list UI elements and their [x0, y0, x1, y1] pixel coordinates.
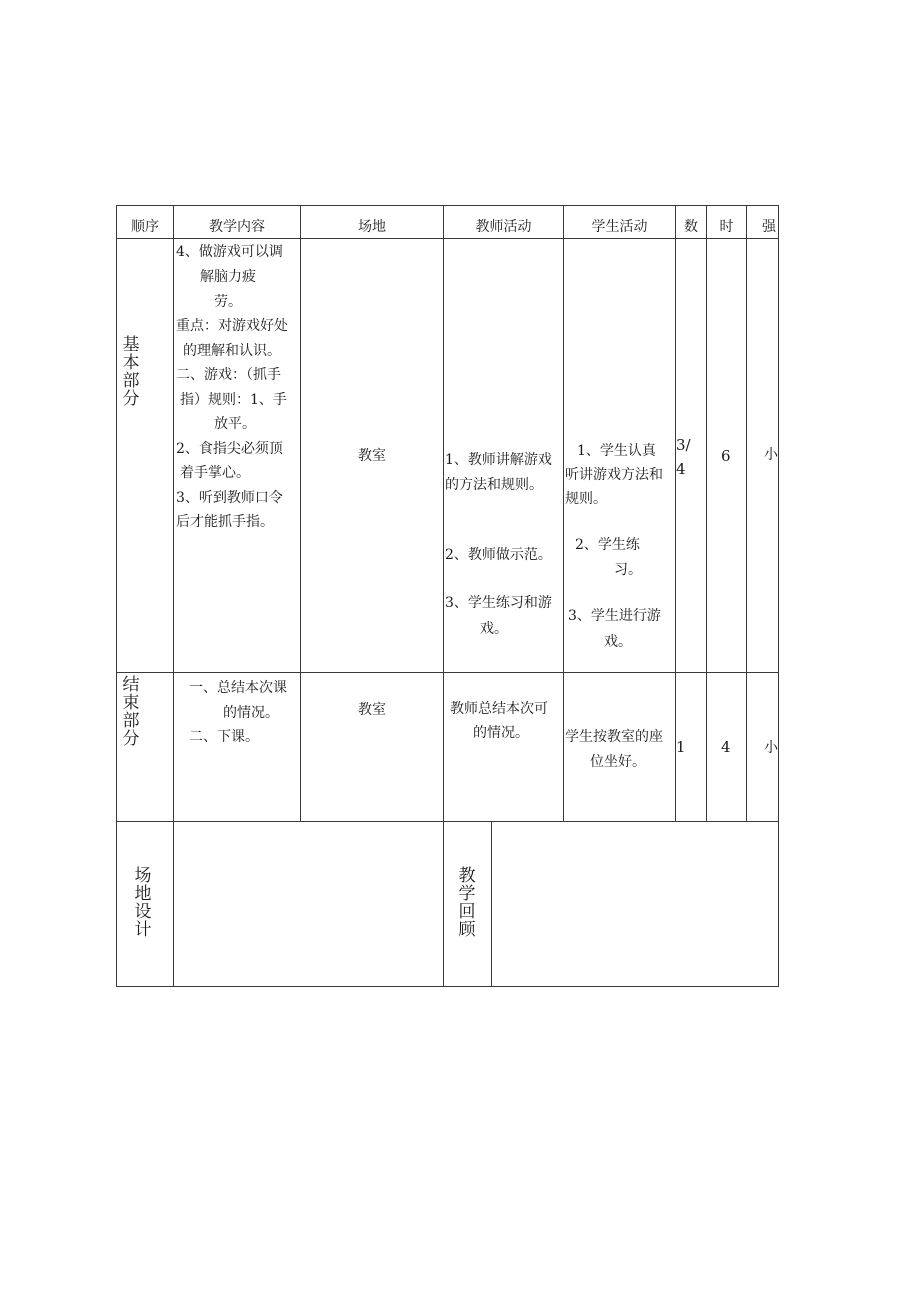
header-divider: [116, 238, 779, 239]
ending-count: 1: [676, 738, 686, 756]
header-time: 时: [719, 219, 734, 235]
basic-content-line: 3、听到教师口令: [176, 490, 283, 506]
venue-design-area: [174, 822, 443, 986]
table-border-left: [116, 205, 117, 987]
ending-time: 4: [721, 738, 731, 756]
basic-content-line: 劳。: [214, 294, 242, 310]
basic-student-line: 3、学生进行游: [568, 608, 661, 624]
basic-count-line: 3/: [676, 436, 691, 454]
venue-design-label: 场地设计: [134, 866, 152, 940]
header-content: 教学内容: [209, 219, 265, 235]
basic-content-line: 2、食指尖必须顶: [176, 441, 283, 457]
header-count: 数: [684, 219, 698, 235]
basic-content-line: 放平。: [214, 416, 256, 432]
ending-content-line: 一、总结本次课: [189, 680, 287, 696]
basic-content-line: 着手掌心。: [180, 465, 250, 481]
teaching-review-label: 教学回顾: [458, 866, 476, 940]
col-divider-venue: [300, 205, 301, 822]
basic-student-line: 2、学生练: [575, 537, 640, 553]
basic-venue: 教室: [358, 448, 386, 464]
table-border-right: [778, 205, 779, 987]
header-order: 顺序: [131, 219, 159, 235]
basic-student-line: 习。: [614, 562, 642, 578]
ending-teacher-line: 的情况。: [473, 725, 529, 741]
ending-content-line: 的情况。: [223, 705, 279, 721]
col-divider-intensity: [746, 205, 747, 822]
ending-teacher-line: 教师总结本次可: [450, 701, 548, 717]
basic-teacher-line: 戏。: [480, 621, 508, 637]
ending-venue: 教室: [358, 702, 386, 718]
basic-teacher-line: 的方法和规则。: [445, 477, 543, 493]
basic-content-line: 后才能抓手指。: [176, 514, 274, 530]
basic-time: 6: [721, 447, 731, 465]
basic-content-line: 解脑力疲: [200, 269, 256, 285]
basic-count-line: 4: [676, 460, 686, 478]
header-teacher-activity: 教师活动: [475, 219, 532, 235]
section-label-basic: 基本部分: [122, 335, 140, 409]
col-divider-teacher: [443, 205, 444, 987]
basic-content-line: 4、做游戏可以调: [176, 244, 283, 260]
teaching-review-area: [492, 822, 778, 986]
header-venue: 场地: [358, 219, 386, 235]
table-border-top: [116, 205, 779, 206]
ending-intensity: 小: [764, 740, 778, 756]
basic-content-line: 指）规则：1、手: [180, 392, 287, 408]
basic-content-line: 的理解和认识。: [183, 343, 281, 359]
col-divider-count: [675, 205, 676, 822]
basic-teacher-line: 1、教师讲解游戏: [445, 452, 552, 468]
basic-student-line: 规则。: [565, 491, 607, 507]
col-divider-student: [563, 205, 564, 822]
header-student-activity: 学生活动: [591, 219, 648, 235]
ending-content-line: 二、下课。: [189, 729, 259, 745]
ending-student-line: 位坐好。: [590, 754, 646, 770]
basic-student-line: 听讲游戏方法和: [565, 467, 663, 483]
basic-student-line: 戏。: [604, 634, 632, 650]
ending-student-line: 学生按教室的座: [565, 729, 663, 745]
basic-intensity: 小: [764, 447, 778, 463]
basic-student-line: 1、学生认真: [577, 443, 656, 459]
basic-teacher-line: 2、教师做示范。: [445, 547, 552, 563]
header-intensity: 强: [762, 219, 776, 235]
basic-content-line: 二、游戏：（抓手: [176, 367, 281, 383]
col-divider-time: [706, 205, 707, 822]
row-divider-basic-ending: [116, 672, 779, 673]
table-border-bottom: [116, 986, 779, 987]
basic-content-line: 重点：对游戏好处: [176, 318, 288, 334]
basic-teacher-line: 3、学生练习和游: [445, 595, 552, 611]
section-label-ending: 结束部分: [122, 675, 140, 749]
